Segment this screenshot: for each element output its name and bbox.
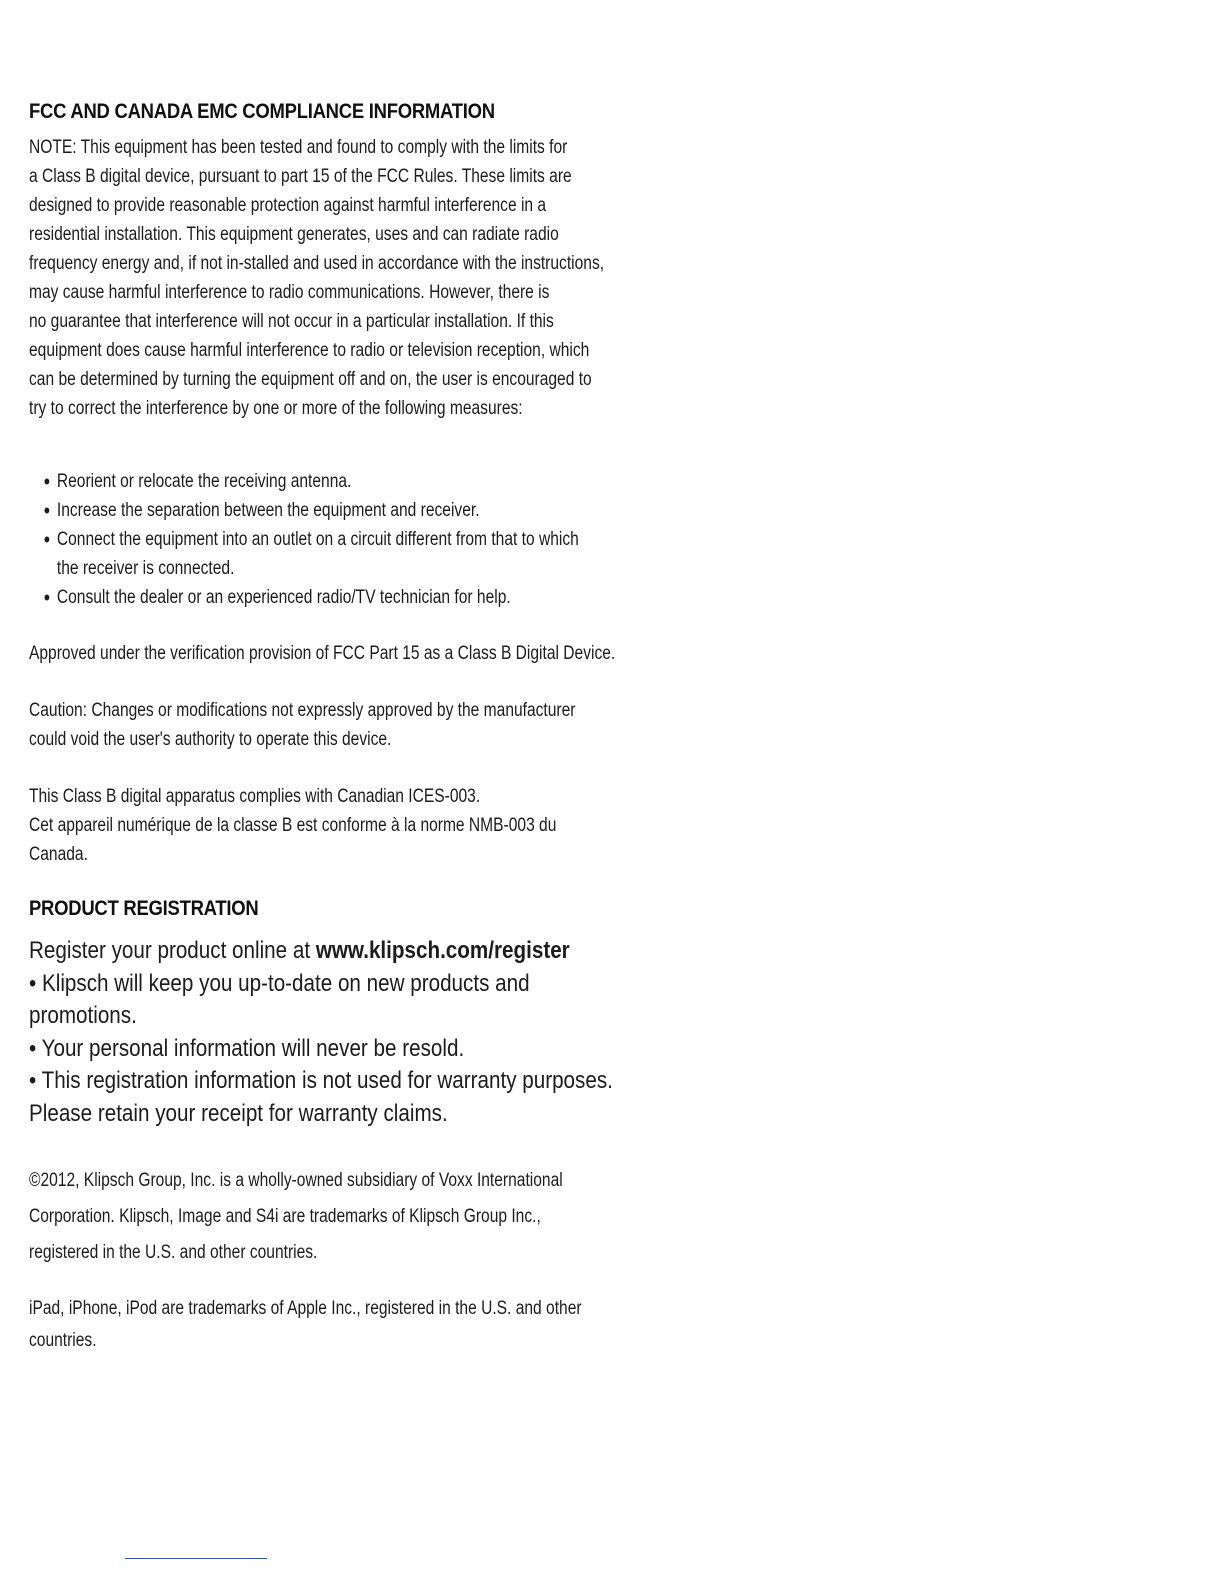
note-line: try to correct the interference by one or more of the following measures:	[29, 398, 523, 419]
measure-line: • Consult the dealer or an experienced radio/TV technician for help.	[56, 587, 511, 608]
approval-line: Approved under the verification provision of FCC Part 15 as a Class B Digital Device.	[29, 643, 616, 664]
register-prefix: Register your product online at	[29, 937, 316, 964]
registration-line: promotions.	[29, 1002, 137, 1029]
ices-line: This Class B digital apparatus complies with Canadian ICES-003.	[29, 786, 481, 807]
document-page	[29, 100, 689, 1357]
note-line: a Class B digital device, pursuant to part 15 of the FCC Rules. These limits are	[29, 166, 572, 187]
ices-line: Canada.	[29, 844, 88, 865]
ices-statement	[29, 782, 685, 869]
product-registration-heading: PRODUCT REGISTRATION	[29, 897, 259, 920]
caution-line: Caution: Changes or modifications not expressly approved by the manufacturer	[29, 700, 576, 721]
register-line	[29, 935, 717, 968]
measure-line: • Increase the separation between the equipment and receiver.	[56, 500, 480, 521]
note-line: equipment does cause harmful interference to radio or television reception, which	[29, 340, 590, 361]
list-item	[44, 496, 700, 525]
copyright-line: registered in the U.S. and other countries.	[29, 1242, 318, 1263]
measures-list	[29, 467, 700, 612]
note-line: may cause harmful interference to radio communications. However, there is	[29, 282, 550, 303]
measure-line: • Reorient or relocate the receiving antenna.	[56, 471, 352, 492]
registration-line: • This registration information is not used for warranty purposes.	[29, 1067, 613, 1094]
registration-line: • Klipsch will keep you up-to-date on new products and	[29, 969, 530, 997]
note-line: designed to provide reasonable protection against harmful interference in a	[29, 195, 547, 216]
note-line: can be determined by turning the equipment off and on, the user is encouraged to	[29, 369, 592, 390]
note-line: NOTE: This equipment has been tested and found to comply with the limits for	[29, 137, 568, 158]
note-line: no guarantee that interference will not occur in a particular installation. If this	[29, 311, 554, 332]
fcc-compliance-heading: FCC AND CANADA EMC COMPLIANCE INFORMATION	[29, 100, 495, 123]
copyright-line: Corporation. Klipsch, Image and S4i are trademarks of Klipsch Group Inc.,	[29, 1206, 541, 1227]
registration-line: • Your personal information will never be resold.	[29, 1034, 465, 1062]
fcc-note-paragraph	[29, 133, 685, 423]
registration-line: Please retain your receipt for warranty claims.	[29, 1099, 448, 1127]
apple-trademark-notice	[29, 1293, 685, 1357]
registration-paragraph	[29, 935, 717, 1130]
caution-line: could void the user's authority to operate this device.	[29, 729, 392, 750]
approval-statement	[29, 639, 685, 668]
note-line: frequency energy and, if not in-stalled and used in accordance with the instructions,	[29, 253, 605, 274]
list-item	[44, 583, 700, 612]
ices-line: Cet appareil numérique de la classe B est conforme à la norme NMB-003 du	[29, 815, 557, 836]
measure-line: the receiver is connected.	[56, 558, 235, 579]
list-item	[44, 525, 700, 583]
register-url-link[interactable]: www.klipsch.com/register	[315, 937, 570, 964]
caution-statement	[29, 696, 685, 754]
measure-line: • Connect the equipment into an outlet on a circuit different from that to which	[56, 529, 579, 550]
footer-divider	[125, 1558, 267, 1559]
apple-line: countries.	[29, 1330, 97, 1351]
copyright-notice	[29, 1163, 685, 1271]
copyright-line: ©2012, Klipsch Group, Inc. is a wholly-owned subsidiary of Voxx International	[29, 1170, 563, 1191]
note-line: residential installation. This equipment generates, uses and can radiate radio	[29, 224, 559, 245]
list-item	[44, 467, 700, 496]
apple-line: iPad, iPhone, iPod are trademarks of Apple Inc., registered in the U.S. and other	[29, 1298, 582, 1319]
